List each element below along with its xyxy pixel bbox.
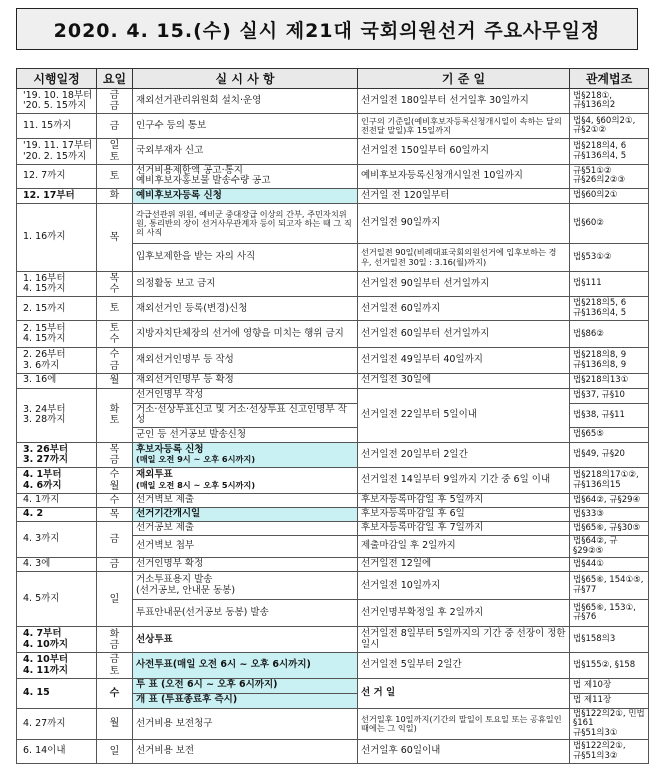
base-cell: 선거일전 90일부터 선거일까지 [358, 272, 570, 297]
task-cell: 투 표 (오전 6시 ~ 오후 6시까지) [133, 678, 358, 693]
task-cell: 선거비용 보전 [133, 740, 358, 764]
table-row [17, 468, 649, 493]
date-cell: 4. 3까지 [17, 522, 97, 558]
task-title: 재외투표 [136, 468, 173, 480]
law-cell: 법§218의8, 9 규§136의8, 9 [570, 348, 649, 373]
title-box [16, 8, 638, 50]
table-row [17, 443, 649, 468]
law-cell: 법§86② [570, 321, 649, 348]
day-cell: 수 월 [97, 468, 133, 493]
date-cell: 11. 15까지 [17, 114, 97, 139]
law-cell: 법§49, 규§20 [570, 443, 649, 468]
task-cell: 선거인명부 확정 [133, 558, 358, 572]
task-title: 후보자등록 신청 [136, 443, 204, 455]
base-cell: 선거일전 20일부터 2일간 [358, 443, 570, 468]
task-cell: 사전투표(매일 오전 6시 ~ 오후 6시까지) [133, 653, 358, 678]
day-cell: 금 [97, 114, 133, 139]
table-row [17, 507, 649, 521]
date-cell: 1. 16부터 4. 15까지 [17, 272, 97, 297]
table-row [17, 89, 649, 114]
day-cell: 금 토 [97, 653, 133, 678]
base-cell: 인구의 기준일(예비후보자등록신청개시일이 속하는 달의 전전달 말일)후 15일까지 [358, 114, 570, 139]
table-row [17, 348, 649, 373]
law-cell: 법§218의13① [570, 373, 649, 388]
day-cell: 수 금 [97, 348, 133, 373]
task-cell: 지방자치단체장의 선거에 영향을 미치는 행위 금지 [133, 321, 358, 348]
task-cell: 인구수 등의 통보 [133, 114, 358, 139]
header-date: 시행일정 [17, 69, 97, 89]
table-row [17, 189, 649, 204]
task-cell: 거소투표용지 발송 (선거공보, 안내문 동봉) [133, 572, 358, 600]
day-cell: 금 [97, 522, 133, 558]
day-cell: 화 토 [97, 388, 133, 442]
law-cell: 법§65⑤ [570, 428, 649, 443]
day-cell: 목 [97, 507, 133, 521]
task-cell: 거소·선상투표신고 및 거소·선상투표 신고인명부 작성 [133, 403, 358, 427]
law-cell: 법 제10장 [570, 678, 649, 693]
table-row [17, 204, 649, 244]
date-cell: 3. 16에 [17, 373, 97, 388]
date-cell: 4. 3에 [17, 558, 97, 572]
law-cell: 법 제11장 [570, 693, 649, 708]
table-row [17, 740, 649, 764]
law-cell: 법§218①, 규§136의2 [570, 89, 649, 114]
header-task: 실 시 사 항 [133, 69, 358, 89]
law-cell: 법§122의2①, 규§51의3② [570, 740, 649, 764]
base-cell: 선거일전 60일부터 선거일까지 [358, 321, 570, 348]
table-row [17, 653, 649, 678]
task-cell: 입후보제한을 받는 자의 사직 [133, 244, 358, 272]
law-cell: 법§64②, 규§29②⑤ [570, 536, 649, 558]
base-cell: 선거일전 5일부터 2일간 [358, 653, 570, 678]
law-cell: 법§33③ [570, 507, 649, 521]
task-cell: 예비후보자등록 신청 [133, 189, 358, 204]
law-cell: 법§155②, §158 [570, 653, 649, 678]
task-cell: 선상투표 [133, 627, 358, 653]
day-cell: 일 [97, 740, 133, 764]
base-cell: 선거일전 180일부터 선거일후 30일까지 [358, 89, 570, 114]
base-cell: 선거일전 30일에 [358, 373, 570, 388]
law-cell: 법§4, §60의2①, 규§2①② [570, 114, 649, 139]
table-row [17, 558, 649, 572]
day-cell: 목 [97, 204, 133, 272]
law-cell: 법§44① [570, 558, 649, 572]
table-row [17, 493, 649, 507]
header-row [17, 69, 649, 89]
date-cell: 2. 15까지 [17, 297, 97, 321]
task-cell [133, 443, 358, 468]
table-row [17, 678, 649, 693]
day-cell: 목 수 [97, 272, 133, 297]
base-cell: 선거일전 8일부터 5일까지의 기간 중 선장이 정한 일시 [358, 627, 570, 653]
date-cell: 4. 10부터 4. 11까지 [17, 653, 97, 678]
task-cell: 선거비용 보전청구 [133, 708, 358, 740]
day-cell: 수 [97, 678, 133, 708]
task-hours: (매일 오전 9시 ~ 오후 6시까지) [136, 454, 256, 465]
day-cell: 월 [97, 708, 133, 740]
header-law: 관계법조 [570, 69, 649, 89]
date-cell: 4. 1부터 4. 6까지 [17, 468, 97, 493]
day-cell: 일 토 [97, 139, 133, 164]
law-cell: 법§218의4, 6 규§136의4, 5 [570, 139, 649, 164]
law-cell: 법§122의2①, 민법§161 규§51의3① [570, 708, 649, 740]
date-cell: 4. 1까지 [17, 493, 97, 507]
task-cell: 군인 등 선거공보 발송신청 [133, 428, 358, 443]
schedule-table [16, 68, 649, 764]
task-cell: 선거인명부 작성 [133, 388, 358, 403]
law-cell: 법§65⑥, 규§30⑤ [570, 522, 649, 536]
table-row [17, 708, 649, 740]
table-row [17, 572, 649, 600]
base-cell: 선거일후 10일까지(기간의 말일이 토요일 또는 공휴일인 때에는 그 익일) [358, 708, 570, 740]
day-cell: 화 금 [97, 627, 133, 653]
table-row [17, 522, 649, 536]
table-row [17, 388, 649, 403]
day-cell: 금 금 [97, 89, 133, 114]
base-cell: 후보자등록마감일 후 6일 [358, 507, 570, 521]
table-row [17, 114, 649, 139]
law-cell: 법§65⑥, 153①, 규§76 [570, 600, 649, 627]
base-cell: 후보자등록마감일 후 7일까지 [358, 522, 570, 536]
task-cell: 투표안내문(선거공보 동봉) 발송 [133, 600, 358, 627]
day-cell: 수 [97, 493, 133, 507]
task-cell: 선거기간개시일 [133, 507, 358, 521]
base-cell: 선거인명부확정일 후 2일까지 [358, 600, 570, 627]
date-cell: 6. 14이내 [17, 740, 97, 764]
task-cell: 재외선거인명부 등 확정 [133, 373, 358, 388]
day-cell: 일 [97, 572, 133, 627]
date-cell: '19. 10. 18부터 '20. 5. 15까지 [17, 89, 97, 114]
date-cell: 3. 24부터 3. 28까지 [17, 388, 97, 442]
date-cell: 4. 5까지 [17, 572, 97, 627]
base-cell: 선거일전 49일부터 40일까지 [358, 348, 570, 373]
page-title: 2020. 4. 15.(수) 실시 제21대 국회의원선거 주요사무일정 [53, 19, 601, 42]
table-row [17, 321, 649, 348]
day-cell: 토 수 [97, 321, 133, 348]
law-cell: 법§64②, 규§29④ [570, 493, 649, 507]
task-cell: 선거벽보 첩부 [133, 536, 358, 558]
date-cell: '19. 11. 17부터 '20. 2. 15까지 [17, 139, 97, 164]
date-cell: 2. 15부터 4. 15까지 [17, 321, 97, 348]
law-cell: 법§37, 규§10 [570, 388, 649, 403]
table-row [17, 627, 649, 653]
task-cell: 재외선거인 등록(변경)신청 [133, 297, 358, 321]
date-cell: 4. 15 [17, 678, 97, 708]
date-cell: 4. 27까지 [17, 708, 97, 740]
task-cell: 재외선거관리위원회 설치·운영 [133, 89, 358, 114]
law-cell: 법§158의3 [570, 627, 649, 653]
date-cell: 12. 7까지 [17, 164, 97, 188]
task-hours: (매일 오전 8시 ~ 오후 5시까지) [136, 479, 256, 490]
table-row [17, 139, 649, 164]
base-cell: 선거일 전 120일부터 [358, 189, 570, 204]
date-cell: 12. 17부터 [17, 189, 97, 204]
base-cell: 선 거 일 [358, 678, 570, 708]
base-cell: 선거일전 150일부터 60일까지 [358, 139, 570, 164]
law-cell: 법§38, 규§11 [570, 403, 649, 427]
law-cell: 법§218의5, 6 규§136의4, 5 [570, 297, 649, 321]
law-cell: 법§60의2① [570, 189, 649, 204]
day-cell: 목 금 [97, 443, 133, 468]
task-cell: 국외부재자 신고 [133, 139, 358, 164]
table-row [17, 373, 649, 388]
task-cell: 선거공보 제출 [133, 522, 358, 536]
task-cell: 개 표 (투표종료후 즉시) [133, 693, 358, 708]
base-cell: 선거일전 90일까지 [358, 204, 570, 244]
law-cell: 법§218의17①②, 규§136의15 [570, 468, 649, 493]
date-cell: 2. 26부터 3. 6까지 [17, 348, 97, 373]
task-cell: 각급선관위 위원, 예비군 중대장급 이상의 간부, 주민자치위원, 통리반의 장이 선거사무관계자 등이 되고자 하는 때 그 직의 사직 [133, 204, 358, 244]
law-cell: 법§53①② [570, 244, 649, 272]
task-cell [133, 468, 358, 493]
date-cell: 1. 16까지 [17, 204, 97, 272]
base-cell: 선거일후 60일이내 [358, 740, 570, 764]
table-row [17, 272, 649, 297]
table-row [17, 164, 649, 188]
day-cell: 금 [97, 558, 133, 572]
base-cell: 예비후보자등록신청개시일전 10일까지 [358, 164, 570, 188]
task-cell: 선거벽보 제출 [133, 493, 358, 507]
base-cell: 선거일전 10일까지 [358, 572, 570, 600]
law-cell: 법§65⑥, 154①⑤, 규§77 [570, 572, 649, 600]
task-cell: 재외선거인명부 등 작성 [133, 348, 358, 373]
base-cell: 선거일전 60일까지 [358, 297, 570, 321]
law-cell: 법§60② [570, 204, 649, 244]
task-cell: 선거비용제한액 공고·통지 예비후보자홍보물 발송수량 공고 [133, 164, 358, 188]
date-cell: 4. 7부터 4. 10까지 [17, 627, 97, 653]
base-cell: 선거일전 22일부터 5일이내 [358, 388, 570, 442]
table-row [17, 297, 649, 321]
date-cell: 4. 2 [17, 507, 97, 521]
base-cell: 선거일전 14일부터 9일까지 기간 중 6일 이내 [358, 468, 570, 493]
day-cell: 토 [97, 164, 133, 188]
day-cell: 월 [97, 373, 133, 388]
date-cell: 3. 26부터 3. 27까지 [17, 443, 97, 468]
header-base: 기 준 일 [358, 69, 570, 89]
law-cell: 법§111 [570, 272, 649, 297]
base-cell: 제출마감일 후 2일까지 [358, 536, 570, 558]
base-cell: 후보자등록마감일 후 5일까지 [358, 493, 570, 507]
day-cell: 화 [97, 189, 133, 204]
base-cell: 선거일전 90일(비례대표국회의원선거에 입후보하는 경우, 선거일전 30일 : 3.16(월)까지) [358, 244, 570, 272]
task-cell: 의정활동 보고 금지 [133, 272, 358, 297]
law-cell: 규§51①② 규§26의2②③ [570, 164, 649, 188]
base-cell: 선거일전 12일에 [358, 558, 570, 572]
day-cell: 토 [97, 297, 133, 321]
header-day: 요일 [97, 69, 133, 89]
